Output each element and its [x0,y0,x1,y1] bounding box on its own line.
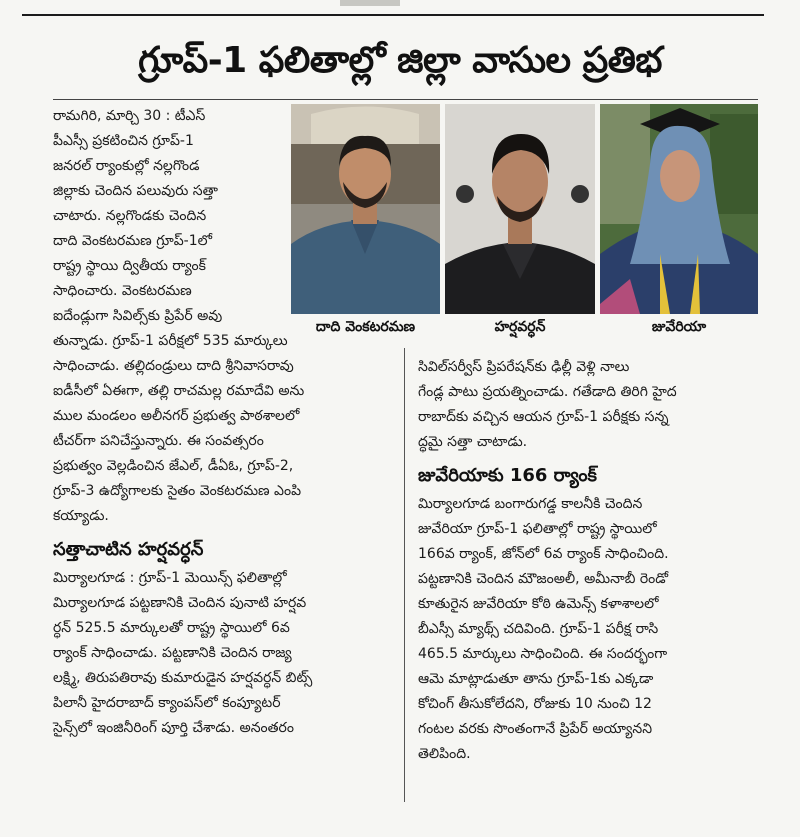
venkataramana-continued [53,329,395,741]
text-line: కూతురైన జువేరియా కోఠి ఉమెన్స్ కళాశాలలో [418,596,659,612]
top-rule [22,14,764,16]
text-line: ప్రభుత్వం వెల్లడించిన జేఎల్, డీఏఓ, గ్రూప్-2, [53,458,294,474]
text-line: సాధించారు. వెంకటరమణ [53,283,192,299]
text-line: తున్నాడు. గ్రూప్-1 పరీక్షలో 535 మార్కులు [53,333,288,349]
text-line: బీఎస్సీ మ్యాథ్స్ చదివింది. గ్రూప్-1 పరీక్ష రాసి [418,621,659,637]
text-line: పిలానీ హైదరాబాద్ క్యాంపస్‌లో కంప్యూటర్ [53,695,281,711]
text-line: జిల్లాకు చెందిన పలువురు సత్తా [53,183,218,199]
photo-harshavardhan [445,104,595,314]
text-line: టీచర్‌గా పనిచేస్తున్నారు. ఈ సంవత్సరం [53,433,264,449]
text-line: గంటల వరకు సొంతంగానే ప్రిపేర్ అయ్యానని [418,721,653,737]
photo-caption: హర్షవర్ధన్ [494,319,546,335]
text-line: సైన్స్‌లో ఇంజినీరింగ్ పూర్తి చేశాడు. అనంతరం [53,720,294,736]
text-line: తెలిపింది. [418,746,471,762]
text-line: సివిల్‌సర్వీస్ ప్రిపరేషన్‌కు ఢిల్లీ వెళ్లి నాలు [418,359,630,375]
text-line: మిర్యాలగూడ పట్టణానికి చెందిన పునాటి హర్షవ [53,595,307,611]
text-line: గ్రూప్-3 ఉద్యోగాలకు సైతం వెంకటరమణ ఎంపి [53,483,302,499]
text-line: ఐదేండ్లుగా సివిల్స్‌కు ప్రిపేర్ అవు [53,308,223,324]
subhead-juveria: జువేరియాకు 166 ర్యాంక్ [418,465,597,486]
right-column [418,355,758,767]
text-line: ముల మండలం అలీనగర్ ప్రభుత్వ పాఠశాలలో [53,408,300,424]
text-line: జనరల్ ర్యాంకుల్లో నల్లగొండ [53,158,200,174]
photo-caption: దాది వెంకటరమణ [315,319,416,335]
text-line: ర్ధన్ 525.5 మార్కులతో రాష్ట్ర స్థాయిలో 6వ [53,620,290,636]
text-line: పట్టణానికి చెందిన మౌజంఅలీ, అమీనాబీ రెండో [418,571,669,587]
intro-column [53,104,285,329]
photo-juveria [600,104,758,314]
headline-separator [53,99,758,100]
text-line: మిర్యాలగూడ : గ్రూప్-1 మెయిన్స్ ఫలితాల్లో [53,570,287,586]
text-line: సాధించాడు. తల్లిదండ్రులు దాది శ్రీనివాసరావు [53,358,294,374]
text-line: కయ్యాడు. [53,508,109,524]
photo-caption: జువేరియా [651,319,707,335]
headline: గ్రూప్-1 ఫలితాల్లో జిల్లా వాసుల ప్రతిభ [138,40,662,81]
text-line: చాటారు. నల్లగొండకు చెందిన [53,208,207,224]
text-line: జువేరియా గ్రూప్-1 ఫలితాల్లో రాష్ట్ర స్థాయిలో [418,521,657,537]
text-line: రాబాద్‌కు వచ్చిన ఆయన గ్రూప్-1 పరీక్షకు సన్న [418,409,669,425]
text-line: ర్యాంక్ సాధించాడు. పట్టణానికి చెందిన రాజ్య [53,645,292,661]
clipping-edge [340,0,400,6]
text-line: రామగిరి, మార్చి 30 : టీఎస్ [53,108,206,124]
text-line: లక్ష్మి, తిరుపతిరావు కుమారుడైన హర్షవర్ధన్ బిట్స్ [53,670,313,686]
text-line: 166వ ర్యాంక్, జోన్‌లో 6వ ర్యాంక్ సాధించింది. [418,546,669,562]
text-line: గేండ్ల పాటు ప్రయత్నించాడు. గతేడాది తిరిగి హైద [418,384,677,400]
text-line: మిర్యాలగూడ బంగారుగడ్డ కాలనీకి చెందిన [418,496,643,512]
text-line: ఆమె మాట్లాడుతూ తాను గ్రూప్-1కు ఎక్కడా [418,671,654,687]
text-line: ద్ధమై సత్తా చాటాడు. [418,434,528,450]
text-line: దాది వెంకటరమణ గ్రూప్-1లో [53,233,213,249]
text-line: 465.5 మార్కులు సాధించింది. ఈ సందర్భంగా [418,646,668,662]
text-line: కోచింగ్ తీసుకోలేదని, రోజుకు 10 నుంచి 12 [418,696,652,712]
subhead-harshavardhan: సత్తాచాటిన హర్షవర్ధన్ [53,539,204,560]
text-line: ఐడీసీలో ఏఈగా, తల్లి రాచమల్ల రమాదేవి అను [53,383,305,399]
text-line: పీఎస్సీ ప్రకటించిన గ్రూప్-1 [53,133,194,149]
column-divider [404,348,405,802]
text-line: రాష్ట్ర స్థాయి ద్వితీయ ర్యాంక్ [53,258,206,274]
photo-venkataramana [291,104,440,314]
photo-strip [291,104,758,341]
